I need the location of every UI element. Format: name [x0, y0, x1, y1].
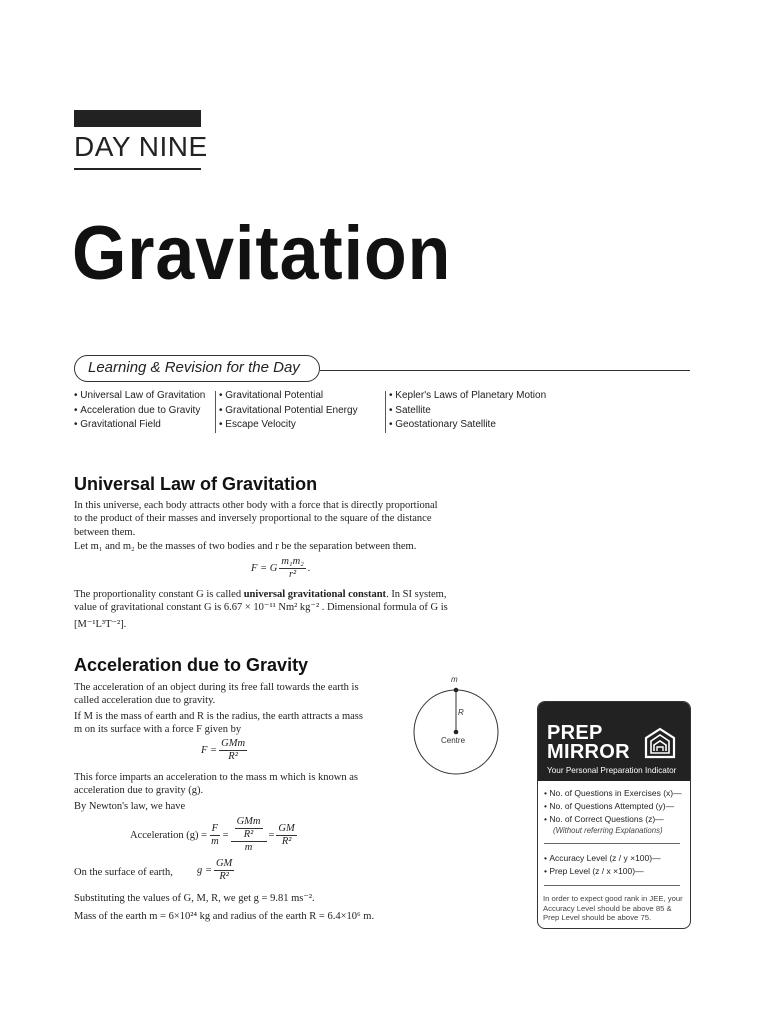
title-line: PREP: [547, 722, 603, 744]
denominator: r²: [288, 569, 297, 580]
acceleration-paragraph: [74, 681, 414, 737]
equation-fraction: [209, 823, 221, 848]
topic-column-1: [74, 389, 205, 433]
section-heading-acceleration: Acceleration due to Gravity: [74, 655, 309, 675]
text-line: to the product of their masses and inversely proportional to the square of the distance: [74, 513, 432, 525]
numerator: GMm: [236, 816, 261, 827]
prep-mirror-box: [537, 701, 691, 929]
text-run: The proportionality constant G is called: [74, 589, 244, 600]
numerator: GMm: [221, 738, 246, 749]
text-line: Mass of the earth m = 6×10²⁴ kg and radius of the earth R = 6.4×10⁶ m.: [74, 911, 375, 923]
text-line: Substituting the values of G, M, R, we get g = 9.81 ms⁻².: [74, 893, 315, 904]
equation-lhs: F =: [201, 745, 218, 756]
topic-item: • Kepler's Laws of Planetary Motion: [389, 389, 546, 404]
numerator: m₁m₂: [281, 556, 304, 567]
learning-title: Learning & Revision for the Day: [88, 359, 300, 376]
text-line: This force imparts an acceleration to the mass m which is known as: [74, 772, 359, 783]
surface-text: On the surface of earth,: [74, 867, 173, 878]
equation-fraction: [219, 738, 247, 763]
numerator: GM: [278, 822, 295, 834]
text-bold: universal gravitational constant: [243, 589, 387, 600]
text-line: called acceleration due to gravity.: [74, 695, 216, 707]
equation-fraction: [276, 823, 296, 848]
prep-item: • Accuracy Level (z / y ×100)—: [544, 852, 661, 865]
chapter-title: Gravitation: [72, 211, 452, 296]
topic-item: • Universal Law of Gravitation: [74, 389, 205, 404]
prep-item: • No. of Questions Attempted (y)—: [544, 800, 682, 813]
equation-lhs: Acceleration (g) =: [130, 829, 208, 841]
denominator: R²: [228, 751, 238, 762]
equals-sign: =: [268, 829, 275, 841]
inner-fraction: [235, 816, 263, 841]
earth-diagram: [410, 672, 510, 782]
numerator: F: [211, 822, 219, 834]
topic-item: • Gravitational Potential: [219, 389, 358, 404]
day-rule: [74, 168, 201, 170]
prep-note-without: (Without referring Explanations): [553, 826, 663, 835]
section-heading-universal-law: Universal Law of Gravitation: [74, 474, 318, 494]
text-line: Let m₁ and m₂ be the masses of two bodies and r be the separation between them.: [74, 541, 417, 553]
prep-item: • Prep Level (z / x ×100)—: [544, 865, 661, 878]
prep-mirror-logo-icon: [643, 727, 677, 761]
imparts-paragraph: [74, 771, 414, 813]
surface-equation: [197, 858, 236, 883]
topic-item: • Geostationary Satellite: [389, 418, 546, 433]
text-line: [74, 588, 514, 601]
text-line: By Newton's law, we have: [74, 800, 186, 812]
label-m: m: [451, 675, 458, 684]
numerator: GM: [215, 858, 233, 869]
constant-paragraph: [74, 588, 514, 631]
topic-item: • Satellite: [389, 404, 546, 419]
prep-mirror-header: [538, 702, 690, 781]
text-line: m on its surface with a force F given by: [74, 724, 242, 736]
acceleration-equation: [130, 816, 299, 854]
column-divider: [215, 391, 216, 433]
topic-column-2: [219, 389, 358, 433]
text-line: The acceleration of an object during its free fall towards the earth is: [74, 682, 359, 693]
centre-point: [454, 730, 459, 735]
prep-footer-note: In order to expect good rank in JEE, your Accuracy Level should be above 85 & Prep Level should be above 75.: [543, 894, 683, 923]
denominator: R²: [243, 829, 254, 840]
learning-rule: [320, 370, 690, 371]
prep-item: • No. of Correct Questions (z)—: [544, 813, 682, 826]
equals-sign: =: [222, 829, 229, 841]
text-line: If M is the mass of earth and R is the radius, the earth attracts a mass: [74, 710, 363, 722]
topic-item: • Gravitational Field: [74, 418, 205, 433]
prep-mirror-subtitle: Your Personal Preparation Indicator: [547, 766, 677, 775]
compound-fraction: [231, 816, 267, 854]
text-line: [M⁻¹L³T⁻²].: [74, 618, 127, 630]
topic-column-3: [389, 389, 546, 433]
equation-period: .: [307, 563, 311, 574]
denominator: R²: [219, 871, 229, 882]
gravitation-equation: [251, 556, 310, 581]
label-centre: Centre: [441, 736, 466, 745]
denominator: m: [211, 835, 219, 847]
day-bar: [74, 110, 201, 127]
text-run: . In SI system,: [386, 589, 447, 600]
force-equation: [201, 738, 249, 763]
mass-point: [454, 688, 459, 693]
denominator: R²: [281, 835, 292, 847]
title-line: MIRROR: [547, 741, 630, 763]
denominator: m: [244, 842, 253, 853]
substitution-paragraph: [74, 892, 514, 924]
equation-fraction: [214, 858, 234, 883]
numerator: [231, 816, 267, 842]
text-line: acceleration due to gravity (g).: [74, 785, 204, 797]
text-line: between them.: [74, 526, 136, 538]
prep-list-levels: [544, 852, 661, 878]
prep-mirror-title: [547, 724, 630, 762]
text-line: In this universe, each body attracts other body with a force that is directly proportional: [74, 500, 438, 511]
column-divider: [385, 391, 386, 433]
topic-item: • Escape Velocity: [219, 418, 358, 433]
equation-lhs: F = G: [251, 563, 278, 574]
label-R: R: [458, 708, 464, 717]
text-line: value of gravitational constant G is 6.67 × 10⁻¹¹ Nm² kg⁻² . Dimensional formula of G is: [74, 602, 448, 614]
equation-fraction: [279, 556, 305, 581]
prep-divider: [544, 885, 680, 886]
universal-law-paragraph: [74, 499, 514, 554]
prep-list-counts: [544, 787, 682, 836]
prep-item: • No. of Questions in Exercises (x)—: [544, 787, 682, 800]
day-label: DAY NINE: [74, 131, 208, 162]
topic-item: • Acceleration due to Gravity: [74, 404, 205, 419]
prep-divider: [544, 843, 680, 844]
topic-item: • Gravitational Potential Energy: [219, 404, 358, 419]
equation-lhs: g =: [197, 865, 212, 876]
